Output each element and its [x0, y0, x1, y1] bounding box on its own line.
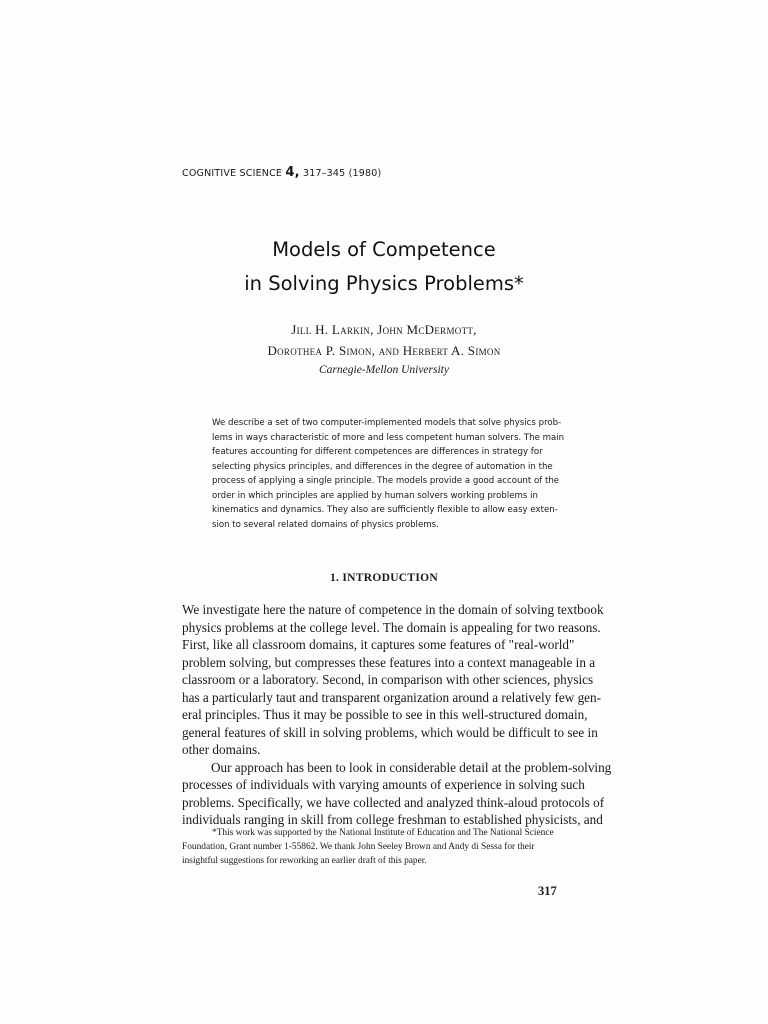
abstract-line: order in which principles are applied by human solvers working problems in	[212, 490, 538, 501]
body-line: First, like all classroom domains, it captures some features of "real-world"	[182, 637, 575, 652]
footnote-line: *This work was supported by the National Institute of Education and The National Science	[212, 828, 554, 838]
body-line: classroom or a laboratory. Second, in comparison with other sciences, physics	[182, 672, 594, 687]
body-line: general features of skill in solving problems, which would be difficult to see in	[182, 724, 598, 740]
abstract-line: selecting physics principles, and differences in the degree of automation in the	[212, 461, 553, 472]
body-line: processes of individuals with varying amounts of experience in solving such	[182, 777, 585, 792]
body-line: Our approach has been to look in considerable detail at the problem-solving	[211, 759, 612, 775]
page-number: 317	[538, 884, 557, 898]
abstract-line: sion to several related domains of physics problems.	[212, 519, 439, 530]
authors-line-2: Dorothea P. Simon, and Herbert A. Simon	[267, 343, 501, 358]
body-line: eral principles. Thus it may be possible to see in this well-structured domain,	[182, 707, 588, 722]
body-line: problems. Specifically, we have collected and analyzed think-aloud protocols of	[182, 794, 605, 810]
abstract-line: We describe a set of two computer-implemented models that solve physics prob-	[212, 418, 562, 428]
journal-name: COGNITIVE SCIENCE	[182, 168, 283, 179]
abstract-line: features accounting for different competences are differences in strategy for	[212, 447, 543, 457]
footnote-line: Foundation, Grant number 1-55862. We thank John Seeley Brown and Andy di Sessa for their	[182, 842, 535, 852]
journal-pages: 317–345 (1980)	[302, 168, 382, 179]
body-line: We investigate here the nature of competence in the domain of solving textbook	[182, 602, 604, 617]
journal-volume: 4,	[285, 165, 300, 180]
body-line: has a particularly taut and transparent organization around a relatively few gen-	[182, 689, 602, 705]
abstract-line: lems in ways characteristic of more and less competent human solvers. The main	[212, 432, 565, 443]
body-line: other domains.	[182, 742, 261, 757]
affiliation: Carnegie-Mellon University	[319, 364, 449, 376]
paper-title-line-1: Models of Competence	[272, 238, 496, 261]
footnote-line: insightful suggestions for reworking an earlier draft of this paper.	[182, 856, 427, 866]
journal-citation	[182, 165, 381, 180]
abstract-line: kinematics and dynamics. They also are sufficiently flexible to allow easy exten-	[212, 505, 558, 515]
body-line: problem solving, but compresses these features into a context manageable in a	[182, 654, 596, 670]
section-heading: 1. INTRODUCTION	[329, 572, 438, 584]
body-line: individuals ranging in skill from college freshman to established physicists, and	[182, 812, 603, 827]
body-line: physics problems at the college level. The domain is appealing for two reasons.	[182, 619, 601, 635]
abstract-line: process of applying a single principle. The models provide a good account of the	[212, 476, 560, 486]
authors-line-1: Jill H. Larkin, John McDermott,	[291, 322, 477, 337]
paper-title-line-2: in Solving Physics Problems*	[244, 272, 524, 295]
